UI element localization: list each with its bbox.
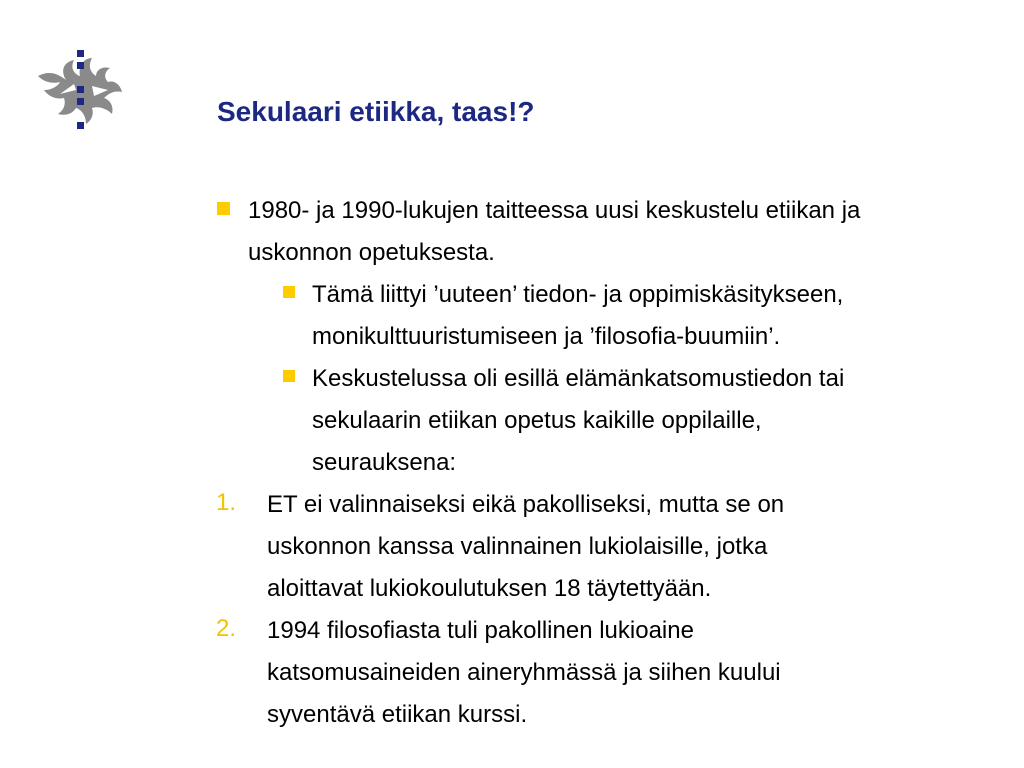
numbered-line: ET ei valinnaiseksi eikä pakolliseksi, mutta se on [267, 491, 785, 518]
slide-title: Sekulaari etiikka, taas!? [217, 96, 535, 127]
bullet-line: uskonnon opetuksesta. [248, 239, 495, 266]
university-flame-logo-icon [30, 40, 130, 140]
square-bullet-icon [217, 202, 230, 215]
sub-bullet-line: Keskustelussa oli esillä elämänkatsomustiedon tai [312, 365, 845, 392]
sub-bullet-line: Tämä liittyi ’uuteen’ tiedon- ja oppimiskäsitykseen, [312, 281, 844, 308]
numbered-line: uskonnon kanssa valinnainen lukiolaisille, jotka [267, 533, 768, 560]
numbered-item [216, 610, 1006, 736]
sub-bullet-line: monikulttuuristumiseen ja ’filosofia-buumiin’. [312, 323, 781, 350]
slide-body [216, 190, 1006, 736]
bullet-item [248, 190, 1006, 274]
numbered-item [216, 484, 1006, 610]
numbered-line: 1994 filosofiasta tuli pakollinen lukioaine [267, 617, 694, 644]
sub-bullet-line: seurauksena: [312, 449, 457, 476]
square-bullet-icon [283, 370, 295, 382]
sub-bullet-line: sekulaarin etiikan opetus kaikille oppilaille, [312, 407, 762, 434]
bullet-line: 1980- ja 1990-lukujen taitteessa uusi keskustelu etiikan ja [248, 197, 861, 224]
sub-bullet-item [312, 358, 1006, 484]
numbered-line: syventävä etiikan kurssi. [267, 701, 528, 728]
numbered-line: aloittavat lukiokoulutuksen 18 täytettyään. [267, 575, 712, 602]
square-bullet-icon [283, 286, 295, 298]
number-marker: 2. [216, 615, 237, 642]
number-marker: 1. [216, 489, 237, 516]
sub-bullet-item [312, 274, 1006, 358]
numbered-line: katsomusaineiden aineryhmässä ja siihen kuului [267, 659, 781, 686]
